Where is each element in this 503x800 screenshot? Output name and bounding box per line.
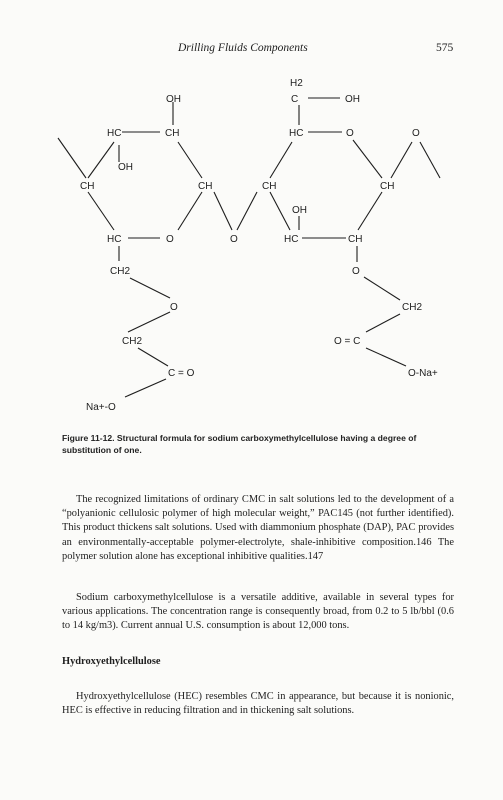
atom-ch-ring2-bottom: CH <box>348 234 363 245</box>
atom-o-ring1-bottom: O <box>166 234 174 245</box>
atom-ch2-right: CH2 <box>402 302 423 313</box>
atom-o-bridge: O <box>230 234 238 245</box>
atom-o-ring2-top: O <box>346 128 354 139</box>
cmc-structural-formula <box>0 70 503 420</box>
atom-h2-top: H2 <box>290 78 303 89</box>
atom-ch-ring1-top: CH <box>165 128 180 139</box>
paragraph-cmc-usage: Sodium carboxymethylcellulose is a versatile additive, available in several types for various applications. The concentration range is consequently broad, from 0.2 to 5 lb/bbl (0.6 to 14 kg/m3). Current annual U.S. consumption is about 12,000 tons. <box>62 592 454 632</box>
atom-ch-ring2-left: CH <box>262 181 277 192</box>
atom-oh-ring2-inner: OH <box>292 205 307 216</box>
running-title: Drilling Fluids Components <box>178 42 308 54</box>
atom-o-ether-left: O <box>170 302 178 313</box>
atom-c-top: C <box>291 94 299 105</box>
bond-lines <box>58 98 440 397</box>
atom-hc-ring2-bottom: HC <box>284 234 299 245</box>
atom-carbonyl-left: C = O <box>168 368 195 379</box>
atom-hc-ring2-top: HC <box>289 128 304 139</box>
atom-ch2-left: CH2 <box>110 266 131 277</box>
atom-hc-ring1-top: HC <box>107 128 122 139</box>
page-header <box>0 42 503 58</box>
atom-hc-ring1-bottom: HC <box>107 234 122 245</box>
atom-oh-top-left: OH <box>166 94 181 105</box>
paragraph-pac: The recognized limitations of ordinary CMC in salt solutions led to the development of a “polyanionic cellulosic polymer of high molecular weight,” PAC145 (not further identified). This product thickens salt solutions. Used with diammonium phosphate (DAP), PAC provides an environmentally-acceptable polymer-electrolyte, shale-inhibitive composition.146 The polymer solution alone has exceptional inhibitive qualities.147 <box>62 494 454 562</box>
atom-ch2-left-lower: CH2 <box>122 336 143 347</box>
atom-ch-ring1-right: CH <box>198 181 213 192</box>
atom-o-right-link: O <box>412 128 420 139</box>
paragraph-hec: Hydroxyethylcellulose (HEC) resembles CMC in appearance, but because it is nonionic, HEC is effective in reducing filtration and in thickening salt solutions. <box>62 691 454 717</box>
section-heading: Hydroxyethylcellulose <box>62 656 161 667</box>
atom-oh-ring1-inner: OH <box>118 162 133 173</box>
figure-caption: Figure 11-12. Structural formula for sodium carboxymethylcellulose having a degree of substitution of one. <box>62 433 417 455</box>
atom-sodium-right: O-Na+ <box>408 368 438 379</box>
page-number: 575 <box>436 42 454 54</box>
atom-ch-ring2-right: CH <box>380 181 395 192</box>
atom-oh-top-right: OH <box>345 94 360 105</box>
atom-sodium-left: Na+-O <box>86 402 116 413</box>
atom-o-ether-right: O <box>352 266 360 277</box>
atom-carbonyl-right: O = C <box>334 336 361 347</box>
atom-ch-ring1-left: CH <box>80 181 95 192</box>
